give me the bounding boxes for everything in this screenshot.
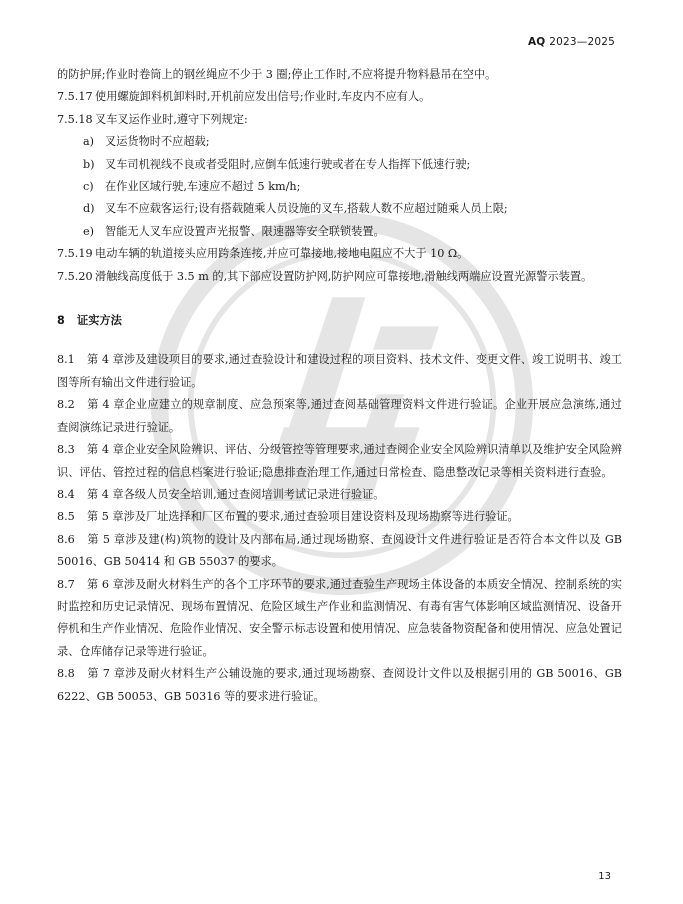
paragraph-text: 的防护屏;作业时卷筒上的钢丝绳应不少于 3 圈;停止工作时,不应将提升物料悬吊在空中。 <box>57 68 497 81</box>
list-item-label: a) <box>83 135 95 149</box>
list-item-label: c) <box>83 180 94 194</box>
list-item-text: 在作业区域行驶,车速应不超过 5 km/h; <box>105 180 301 194</box>
clause-text: 使用螺旋卸料机卸料时,开机前应发出信号;作业时,车皮内不应有人。 <box>95 90 431 104</box>
clause-text: 第 4 章涉及建设项目的要求,通过查验设计和建设过程的项目资料、技术文件、变更文件、竣工说明书、竣工图等所有输出文件进行验证。 <box>57 353 622 389</box>
list-item <box>57 176 622 198</box>
section-title: 证实方法 <box>77 314 122 328</box>
clause-text: 第 4 章各级人员安全培训,通过查阅培训考试记录进行验证。 <box>87 487 385 501</box>
clause-number: 7.5.18 <box>57 112 93 126</box>
list-item-text: 智能无人叉车应设置声光报警、限速器等安全联锁装置。 <box>105 224 385 238</box>
clause-number: 8.8 <box>57 667 75 681</box>
section-heading <box>57 310 622 332</box>
clause-text: 第 7 章涉及耐火材料生产公辅设施的要求,通过现场勘察、查阅设计文件以及根据引用的 GB 50016、GB 6222、GB 50053、GB 50316 等的要求进行验证。 <box>57 667 622 703</box>
page-header <box>528 36 615 48</box>
list-item-text: 叉车司机视线不良或者受阻时,应倒车低速行驶或者在专人指挥下低速行驶; <box>105 157 471 171</box>
clause-text: 第 4 章企业应建立的规章制度、应急预案等,通过查阅基础管理资料文件进行验证。企业开展应急演练,通过查阅演练记录进行验证。 <box>57 398 622 434</box>
list-item-label: b) <box>83 157 95 171</box>
clause-7-5-18 <box>57 109 622 131</box>
clause-text: 滑触线高度低于 3.5 m 的,其下部应设置防护网,防护网应可靠接地,滑触线两端应设置光源警示装置。 <box>95 269 593 283</box>
clause-text: 第 6 章涉及耐火材料生产的各个工序环节的要求,通过查验生产现场主体设备的本质安全情况、控制系统的实时监控和历史记录情况、现场布置情况、危险区域生产作业和监测情况、有毒有害气体影响区域监测情况、设备开停机和生产作业情况、危险作业情况、安全警示标志设置和使用情况、应急装备物资配备和使用情况、应急处置记录、仓库储存记录等进行验证。 <box>57 577 622 658</box>
forklift-rules-list <box>57 131 622 243</box>
clause-number: 8.4 <box>57 487 75 501</box>
clause-number: 8.1 <box>57 353 75 367</box>
clause-number: 8.6 <box>57 532 75 546</box>
list-item-label: e) <box>83 224 94 238</box>
list-item <box>57 221 622 243</box>
clause-text: 电动车辆的轨道接头应用跨条连接,并应可靠接地,接地电阻应不大于 10 Ω。 <box>95 247 469 261</box>
clause-number: 7.5.19 <box>57 247 93 261</box>
clause-8-3 <box>57 439 622 484</box>
clause-number: 8.5 <box>57 510 75 524</box>
clause-7-5-19 <box>57 243 622 265</box>
clause-8-2 <box>57 394 622 439</box>
clause-7-5-17 <box>57 86 622 108</box>
clause-8-4 <box>57 484 622 506</box>
list-item-label: d) <box>83 202 95 216</box>
clause-number: 8.2 <box>57 398 75 412</box>
clause-7-5-20 <box>57 266 622 288</box>
clause-number: 8.3 <box>57 443 75 457</box>
standard-number: 2023—2025 <box>549 36 615 48</box>
clause-text: 第 5 章涉及建(构)筑物的设计及内部布局,通过现场勘察、查阅设计文件进行验证是否符合本文件以及 GB 50016、GB 50414 和 GB 55037 的要求。 <box>57 532 622 569</box>
clause-8-6 <box>57 529 622 574</box>
list-item <box>57 154 622 176</box>
document-body <box>57 64 622 708</box>
page-number: 13 <box>598 871 611 882</box>
clause-8-7 <box>57 574 622 664</box>
section-number: 8 <box>57 314 65 328</box>
clause-number: 8.7 <box>57 577 75 591</box>
clause-8-1 <box>57 349 622 394</box>
list-item-text: 叉车不应载客运行;设有搭载随乘人员设施的叉车,搭载人数不应超过随乘人员上限; <box>105 202 508 216</box>
list-item-text: 叉运货物时不应超载; <box>105 135 210 149</box>
clause-number: 7.5.17 <box>57 90 93 104</box>
list-item <box>57 198 622 220</box>
clause-number: 7.5.20 <box>57 269 93 283</box>
list-item <box>57 131 622 153</box>
clause-text: 第 5 章涉及厂址选择和厂区布置的要求,通过查验项目建设资料及现场勘察等进行验证。 <box>87 510 519 524</box>
clause-text: 叉车叉运作业时,遵守下列规定: <box>95 112 248 126</box>
clause-8-8 <box>57 663 622 708</box>
standard-code: AQ <box>527 36 546 48</box>
paragraph-continuation <box>57 64 622 86</box>
clause-text: 第 4 章企业安全风险辨识、评估、分级管控等管理要求,通过查阅企业安全风险辨识清单以及维护安全风险辨识、评估、管控过程的信息档案进行验证;隐患排查治理工作,通过日常检查、隐患整改记录等相关资料进行查验。 <box>57 443 622 479</box>
clause-8-5 <box>57 506 622 528</box>
